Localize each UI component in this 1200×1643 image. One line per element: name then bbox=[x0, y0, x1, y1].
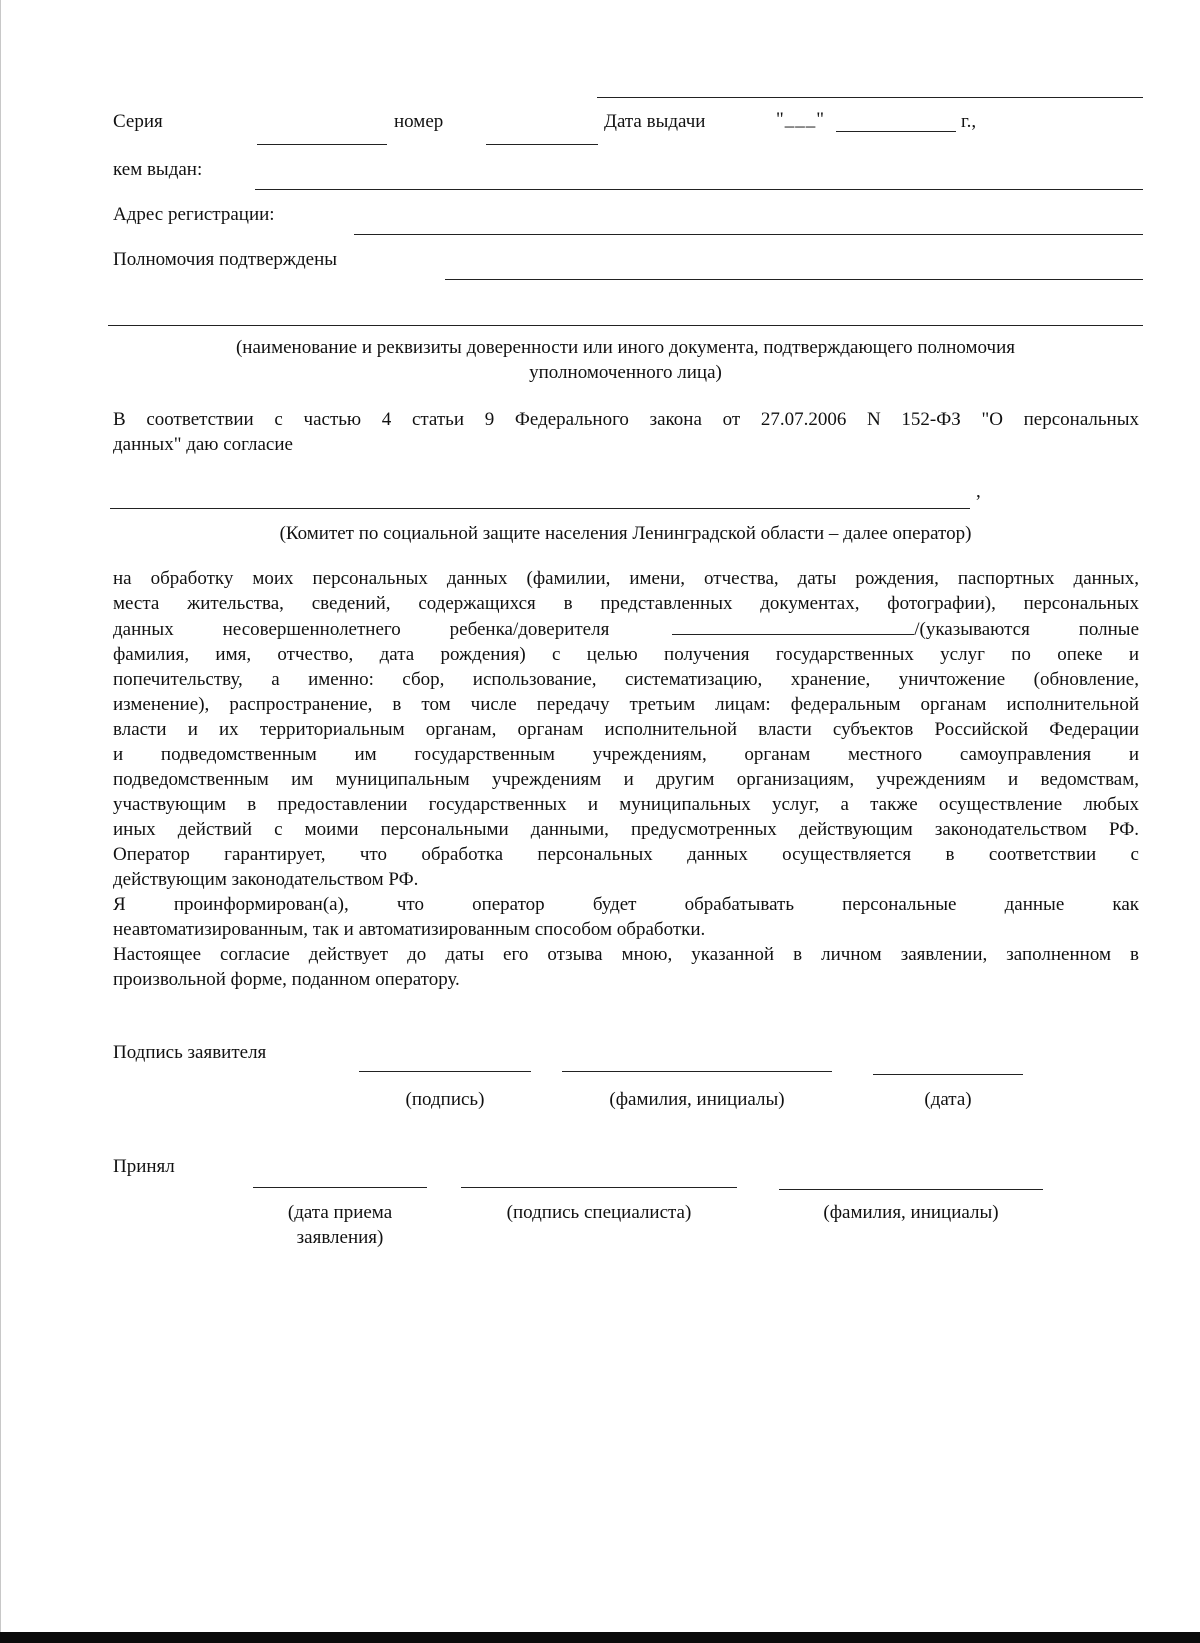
body-line: власти и их территориальным органам, органам исполнительной власти субъектов Российской Федерации bbox=[113, 719, 1139, 740]
issued-by-label: кем выдан: bbox=[113, 159, 203, 180]
applicant-sign-field[interactable] bbox=[359, 1071, 531, 1072]
reg-address-field[interactable] bbox=[354, 234, 1143, 235]
operator-comma: , bbox=[976, 481, 981, 502]
receiver-label: Принял bbox=[113, 1156, 175, 1177]
body-line: попечительству, а именно: сбор, использование, систематизацию, хранение, уничтожение (обновление, bbox=[113, 669, 1139, 690]
body-line: иных действий с моими персональными данными, предусмотренных действующим законодательством РФ. bbox=[113, 819, 1139, 840]
applicant-name-caption: (фамилия, инициалы) bbox=[609, 1089, 785, 1110]
applicant-sign-caption: (подпись) bbox=[405, 1089, 485, 1110]
body-line: участвующим в предоставлении государственных и муниципальных услуг, а также осуществление любых bbox=[113, 794, 1139, 815]
body-line: действующим законодательством РФ. bbox=[113, 869, 419, 890]
body-line: Настоящее согласие действует до даты его отзыва мною, указанной в личном заявлении, заполненном в bbox=[113, 944, 1139, 965]
receiver-date-caption-1: (дата приема bbox=[287, 1202, 393, 1223]
consent-body bbox=[113, 566, 1139, 992]
child-name-field[interactable] bbox=[672, 616, 914, 635]
applicant-name-field[interactable] bbox=[562, 1071, 832, 1072]
applicant-date-field[interactable] bbox=[873, 1074, 1023, 1075]
body-line: Оператор гарантирует, что обработка персональных данных осуществляется в соответствии с bbox=[113, 844, 1139, 865]
issue-day-field[interactable]: "___" bbox=[776, 109, 826, 130]
scan-bottom-edge bbox=[0, 1632, 1200, 1643]
body-line: Я проинформирован(а), что оператор будет обрабатывать персональные данные как bbox=[113, 894, 1139, 915]
authority-note-1: (наименование и реквизиты доверенности или иного документа, подтверждающего полномочия bbox=[235, 337, 1016, 358]
number-label: номер bbox=[394, 111, 444, 132]
body-line: неавтоматизированным, так и автоматизированным способом обработки. bbox=[113, 919, 706, 940]
authority-field[interactable] bbox=[445, 279, 1143, 280]
series-field[interactable] bbox=[257, 144, 387, 145]
body-line: и подведомственным им государственным учреждениям, органам местного самоуправления и bbox=[113, 744, 1139, 765]
applicant-label: Подпись заявителя bbox=[113, 1042, 267, 1063]
top-rule bbox=[597, 97, 1143, 98]
authority-label: Полномочия подтверждены bbox=[113, 249, 338, 270]
body-line: изменение), распространение, в том числе передачу третьим лицам: федеральным органам исполнительной bbox=[113, 694, 1139, 715]
receiver-name-field[interactable] bbox=[779, 1189, 1043, 1190]
issue-month-field[interactable] bbox=[836, 131, 956, 132]
year-suffix: г., bbox=[961, 111, 977, 132]
operator-note: (Комитет по социальной защите населения Ленинградской области – далее оператор) bbox=[279, 523, 972, 544]
body-line: на обработку моих персональных данных (фамилии, имени, отчества, даты рождения, паспортных данных, bbox=[113, 568, 1139, 589]
body-line: произвольной форме, поданном оператору. bbox=[113, 969, 460, 990]
child-suffix: /(указываются полные bbox=[914, 619, 1139, 640]
body-line: фамилия, имя, отчество, дата рождения) с целью получения государственных услуг по опеке и bbox=[113, 644, 1139, 665]
body-line: подведомственным им муниципальным учреждениям и другим организациям, учреждениям и ведомствам, bbox=[113, 769, 1139, 790]
authority-note-2: уполномоченного лица) bbox=[529, 362, 722, 383]
receiver-date-field[interactable] bbox=[253, 1187, 427, 1188]
scan-left-edge bbox=[0, 0, 1, 1643]
body-line: места жительства, сведений, содержащихся в представленных документах, фотографии), персональных bbox=[113, 593, 1139, 614]
number-field[interactable] bbox=[486, 144, 598, 145]
receiver-name-caption: (фамилия, инициалы) bbox=[823, 1202, 999, 1223]
receiver-sign-caption: (подпись специалиста) bbox=[506, 1202, 692, 1223]
consent-intro-2: данных" даю согласие bbox=[113, 434, 293, 455]
receiver-date-caption-2: заявления) bbox=[296, 1227, 384, 1248]
child-prefix: данных несовершеннолетнего ребенка/доверителя bbox=[113, 619, 610, 640]
issued-by-field[interactable] bbox=[255, 189, 1143, 190]
authority-field-2[interactable] bbox=[108, 325, 1143, 326]
operator-field[interactable] bbox=[110, 508, 970, 509]
issue-date-label: Дата выдачи bbox=[604, 111, 706, 132]
receiver-sign-field[interactable] bbox=[461, 1187, 737, 1188]
series-label: Серия bbox=[113, 111, 163, 132]
reg-address-label: Адрес регистрации: bbox=[113, 204, 275, 225]
applicant-date-caption: (дата) bbox=[924, 1089, 972, 1110]
consent-intro-1: В соответствии с частью 4 статьи 9 Федерального закона от 27.07.2006 N 152-ФЗ "О персональных bbox=[113, 409, 1139, 430]
body-line-child bbox=[113, 616, 1139, 642]
